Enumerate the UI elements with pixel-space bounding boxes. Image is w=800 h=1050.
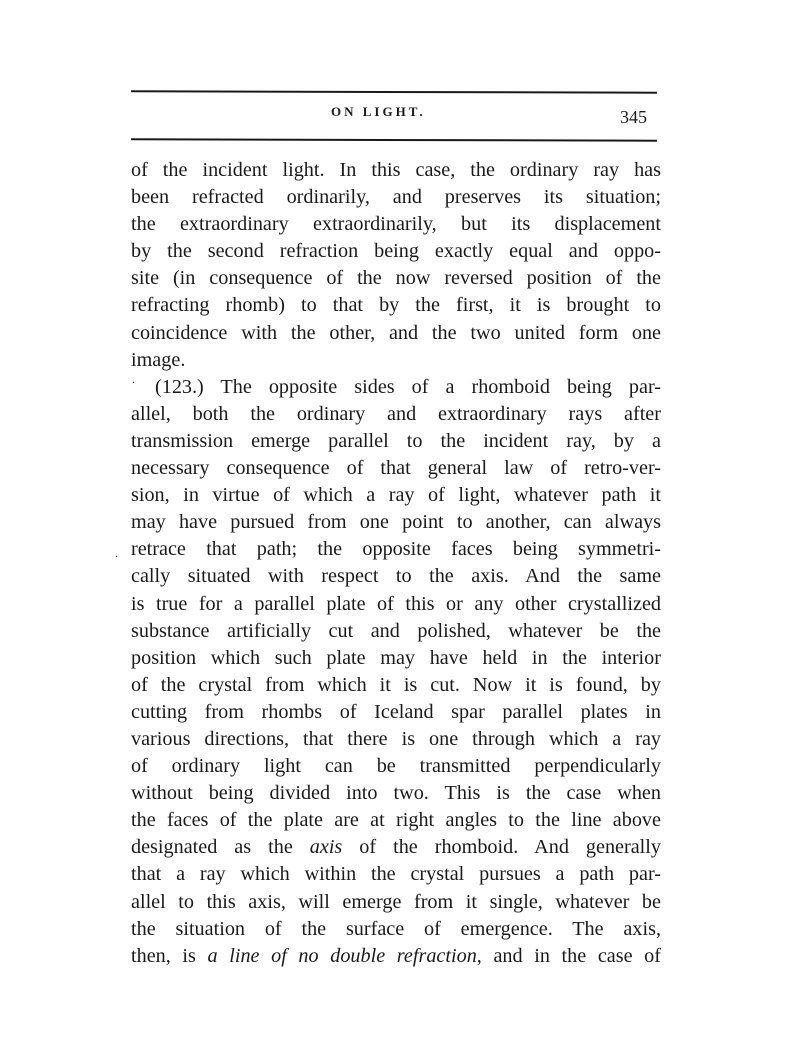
text-line: of ordinary light can be transmitted perpendicularly (131, 755, 661, 778)
text-line: refracting rhomb) to that by the first, it is brought to (131, 294, 661, 317)
paragraph-start-line: (123.) The opposite sides of a rhomboid being par- (155, 375, 661, 398)
text-line: site (in consequence of the now reversed position of the (131, 267, 661, 290)
text-fragment: and in the case of (493, 944, 661, 967)
text-line: allel to this axis, will emerge from it single, whatever be (131, 890, 661, 913)
text-line: may have pursued from one point to another, can always (131, 511, 661, 534)
text-line: position which such plate may have held in the interior (131, 646, 661, 669)
text-line: the situation of the surface of emergence. The axis, (131, 917, 661, 940)
italic-term-axis: axis (309, 836, 343, 859)
text-line: cally situated with respect to the axis. And the same (131, 565, 661, 588)
text-line: the extraordinary extraordinarily, but its displacement (131, 213, 661, 236)
bottom-rule (131, 138, 657, 141)
text-line-with-italic (131, 943, 661, 970)
text-line: that a ray which within the crystal pursues a path par- (131, 863, 661, 886)
text-fragment: designated as the (131, 836, 293, 859)
italic-phrase: a line of no double refraction, (207, 944, 482, 967)
text-line: retrace that path; the opposite faces being symmetri- (131, 538, 661, 561)
text-fragment: then, is (131, 944, 196, 967)
text-line: the faces of the plate are at right angles to the line above (131, 809, 661, 832)
text-line: cutting from rhombs of Iceland spar parallel plates in (131, 700, 661, 723)
text-line: allel, both the ordinary and extraordinary rays after (131, 402, 661, 425)
text-line: sion, in virtue of which a ray of light, whatever path it (131, 484, 661, 507)
text-line: substance artificially cut and polished, whatever be the (131, 619, 661, 642)
text-line: without being divided into two. This is the case when (131, 782, 661, 805)
text-line: is true for a parallel plate of this or any other crystallized (131, 592, 661, 615)
text-line: of the crystal from which it is cut. Now it is found, by (131, 673, 661, 696)
text-line: of the incident light. In this case, the ordinary ray has (131, 159, 661, 181)
text-line: image. (131, 348, 186, 371)
text-fragment: of the rhomboid. And generally (359, 836, 661, 859)
page-number: 345 (620, 107, 647, 127)
text-line: coincidence with the other, and the two united form one (131, 321, 661, 344)
running-head: ON LIGHT. (331, 104, 426, 119)
text-line: by the second refraction being exactly equal and oppo- (131, 240, 661, 263)
margin-mark: . (132, 372, 135, 386)
text-line: been refracted ordinarily, and preserves its situation; (131, 186, 661, 209)
text-line: various directions, that there is one through which a ray (131, 727, 661, 750)
top-rule (131, 90, 657, 93)
text-line: necessary consequence of that general law of retro-ver- (131, 457, 661, 480)
margin-mark: . (115, 546, 118, 560)
text-line-with-italic (131, 834, 661, 861)
body-text (131, 157, 661, 970)
text-line: transmission emerge parallel to the incident ray, by a (131, 429, 661, 452)
